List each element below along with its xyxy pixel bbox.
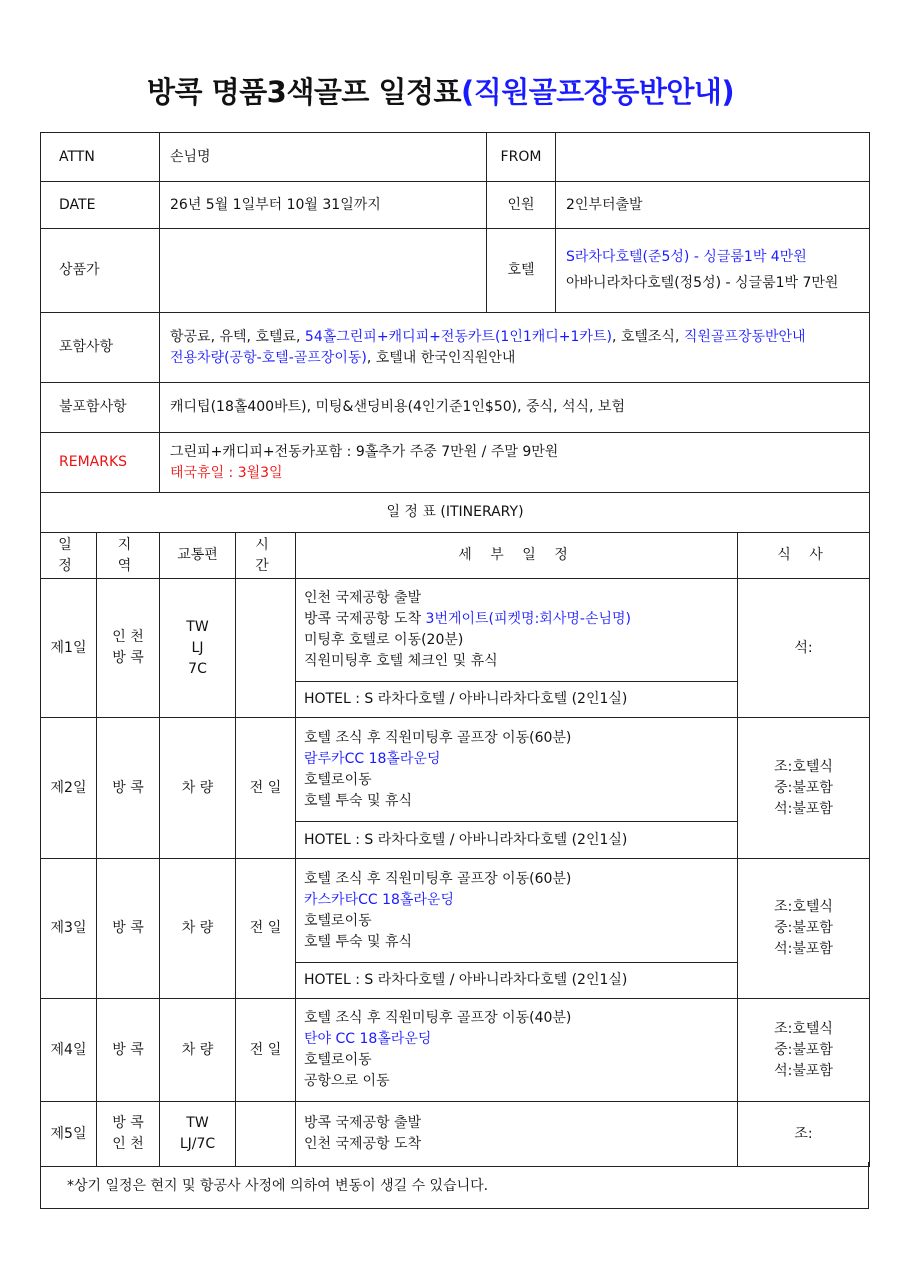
header-region: 지 역 (97, 533, 160, 579)
itinerary-header-row (41, 533, 870, 579)
detail-line: 방콕 국제공항 출발 (304, 1115, 422, 1131)
day-time (236, 1102, 296, 1167)
hotel-option-s-ratchada: S라차다호텔(준5성) - 싱글룸1박 4만원 (566, 249, 807, 265)
day-meal: 석: (738, 579, 870, 718)
hotel-value (556, 229, 870, 313)
detail-line: 직원미팅후 호텔 체크인 및 휴식 (304, 653, 498, 669)
day-hotel: HOTEL : S 라차다호텔 / 아바니라차다호텔 (2인1실) (296, 963, 738, 999)
detail-line: 인천 국제공항 출발 (304, 590, 422, 606)
day-region: 방 콕 (97, 718, 160, 859)
golf-course: 탄야 CC 18홀라운딩 (304, 1031, 432, 1047)
day-row-5 (41, 1102, 870, 1167)
day-region (97, 1102, 160, 1167)
day-time: 전 일 (236, 859, 296, 999)
day-hotel: HOTEL : S 라차다호텔 / 아바니라차다호텔 (2인1실) (296, 682, 738, 718)
detail-line: 호텔로이동 (304, 912, 372, 929)
day-time (236, 579, 296, 718)
exclude-value: 캐디팁(18홀400바트), 미팅&샌딩비용(4인기준1인$50), 중식, 석식, 보험 (160, 383, 870, 433)
disclaimer-note: *상기 일정은 현지 및 항공사 사정에 의하여 변동이 생길 수 있습니다. (40, 1162, 869, 1209)
day-time: 전 일 (236, 718, 296, 859)
day-detail (296, 1102, 738, 1167)
detail-line: 호텔로이동 (304, 1052, 372, 1068)
day-transport (160, 579, 236, 718)
hotel-label: 호텔 (487, 229, 556, 313)
page-title (147, 70, 734, 114)
day-transport (160, 1102, 236, 1167)
meal-line: 석:불포함 (774, 800, 833, 817)
header-meal: 식 사 (738, 533, 870, 579)
region-line: 방 콕 (112, 1115, 144, 1131)
day-transport: 차 량 (160, 999, 236, 1102)
detail-line: 미팅후 호텔로 이동(20분) (304, 632, 464, 648)
day-label: 제4일 (41, 999, 97, 1102)
meal-line: 중:불포함 (774, 920, 833, 936)
detail-line: 호텔로이동 (304, 771, 372, 788)
day-label: 제3일 (41, 859, 97, 999)
day-hotel: HOTEL : S 라차다호텔 / 아바니라차다호텔 (2인1실) (296, 822, 738, 859)
detail-line: 호텔 조식 후 직원미팅후 골프장 이동(40분) (304, 1010, 572, 1026)
people-value: 2인부터출발 (556, 182, 870, 229)
date-value: 26년 5월 1일부터 10월 31일까지 (160, 182, 487, 229)
transport-line: LJ (191, 639, 204, 656)
day-row-1 (41, 579, 870, 682)
remarks-line-2: 태국휴일 : 3월3일 (170, 464, 283, 481)
from-label: FROM (487, 133, 556, 182)
itinerary-table (40, 532, 870, 1167)
from-value (556, 133, 870, 182)
include-part-a: 항공료, 유텍, 호텔료, (170, 328, 305, 345)
day-detail (296, 999, 738, 1102)
include-part-e: 전용차량(공항-호텔-골프장이동) (170, 349, 367, 366)
people-label: 인원 (487, 182, 556, 229)
price-value (160, 229, 487, 313)
remarks-line-1: 그린피+캐디피+전동카포함 : 9홀추가 주중 7만원 / 주말 9만원 (170, 443, 559, 460)
day-region (97, 579, 160, 718)
day-row-2 (41, 718, 870, 822)
day-transport: 차 량 (160, 859, 236, 999)
golf-course: 람루카CC 18홀라운딩 (304, 750, 441, 767)
day-detail (296, 718, 738, 822)
day-transport: 차 량 (160, 718, 236, 859)
header-time: 시 간 (236, 533, 296, 579)
region-line: 방 콕 (112, 650, 144, 666)
day-label: 제2일 (41, 718, 97, 859)
detail-line: 인천 국제공항 도착 (304, 1136, 422, 1152)
remarks-value (160, 433, 870, 493)
title-sub: (직원골프장동반안내) (461, 75, 735, 109)
day-label: 제5일 (41, 1102, 97, 1167)
day-meal: 조: (738, 1102, 870, 1167)
transport-line: TW (186, 618, 209, 635)
remarks-label: REMARKS (41, 433, 160, 493)
meal-line: 중:불포함 (774, 1041, 833, 1058)
transport-line: 7C (188, 660, 207, 677)
header-detail: 세 부 일 정 (296, 533, 738, 579)
transport-line: LJ/7C (179, 1136, 216, 1152)
day-detail (296, 579, 738, 682)
day-label: 제1일 (41, 579, 97, 718)
day-meal (738, 718, 870, 859)
exclude-label: 불포함사항 (41, 383, 160, 433)
meal-line: 조:호텔식 (774, 899, 833, 915)
include-part-d: 직원골프장동반안내 (683, 328, 806, 345)
day-region: 방 콕 (97, 859, 160, 999)
day-region: 방 콕 (97, 999, 160, 1102)
date-label: DATE (41, 182, 160, 229)
region-line: 인 천 (112, 629, 144, 645)
day-row-3 (41, 859, 870, 963)
meal-line: 석:불포함 (774, 1062, 833, 1079)
day-meal (738, 859, 870, 999)
detail-line: 호텔 투숙 및 휴식 (304, 933, 413, 950)
info-table (40, 132, 870, 533)
meal-line: 석:불포함 (774, 941, 833, 957)
day-row-4 (41, 999, 870, 1102)
detail-line: 호텔 투숙 및 휴식 (304, 792, 413, 809)
meal-line: 조:호텔식 (774, 1020, 833, 1037)
region-line: 인 천 (112, 1136, 144, 1152)
hotel-option-avani: 아바니라차다호텔(정5성) - 싱글룸1박 7만원 (566, 275, 839, 291)
include-label: 포함사항 (41, 313, 160, 383)
detail-line: 공항으로 이동 (304, 1073, 390, 1089)
detail-line (304, 609, 731, 630)
day-detail (296, 859, 738, 963)
include-part-f: , 호텔내 한국인직원안내 (366, 349, 516, 366)
transport-line: TW (186, 1115, 209, 1131)
header-transport: 교통편 (160, 533, 236, 579)
attn-label: ATTN (41, 133, 160, 182)
price-label: 상품가 (41, 229, 160, 313)
itinerary-title: 일 정 표 (ITINERARY) (41, 493, 870, 533)
meal-line: 조:호텔식 (774, 758, 833, 775)
attn-value: 손님명 (160, 133, 487, 182)
include-value (160, 313, 870, 383)
day-meal (738, 999, 870, 1102)
meal-line: 중:불포함 (774, 779, 833, 796)
picket-note: 3번게이트(피켓명:회사명-손님명) (425, 611, 631, 627)
include-part-c: , 호텔조식, (611, 328, 684, 345)
include-part-b: 54홀그린피+캐디피+전동카트(1인1캐디+1카트) (304, 328, 612, 345)
detail-line: 호텔 조식 후 직원미팅후 골프장 이동(60분) (304, 870, 572, 887)
title-main: 방콕 명품3색골프 일정표 (147, 75, 462, 109)
golf-course: 카스카타CC 18홀라운딩 (304, 891, 455, 908)
detail-line: 호텔 조식 후 직원미팅후 골프장 이동(60분) (304, 729, 572, 746)
header-day: 일 정 (41, 533, 97, 579)
detail-text: 방콕 국제공항 도착 (304, 611, 426, 627)
day-time: 전 일 (236, 999, 296, 1102)
